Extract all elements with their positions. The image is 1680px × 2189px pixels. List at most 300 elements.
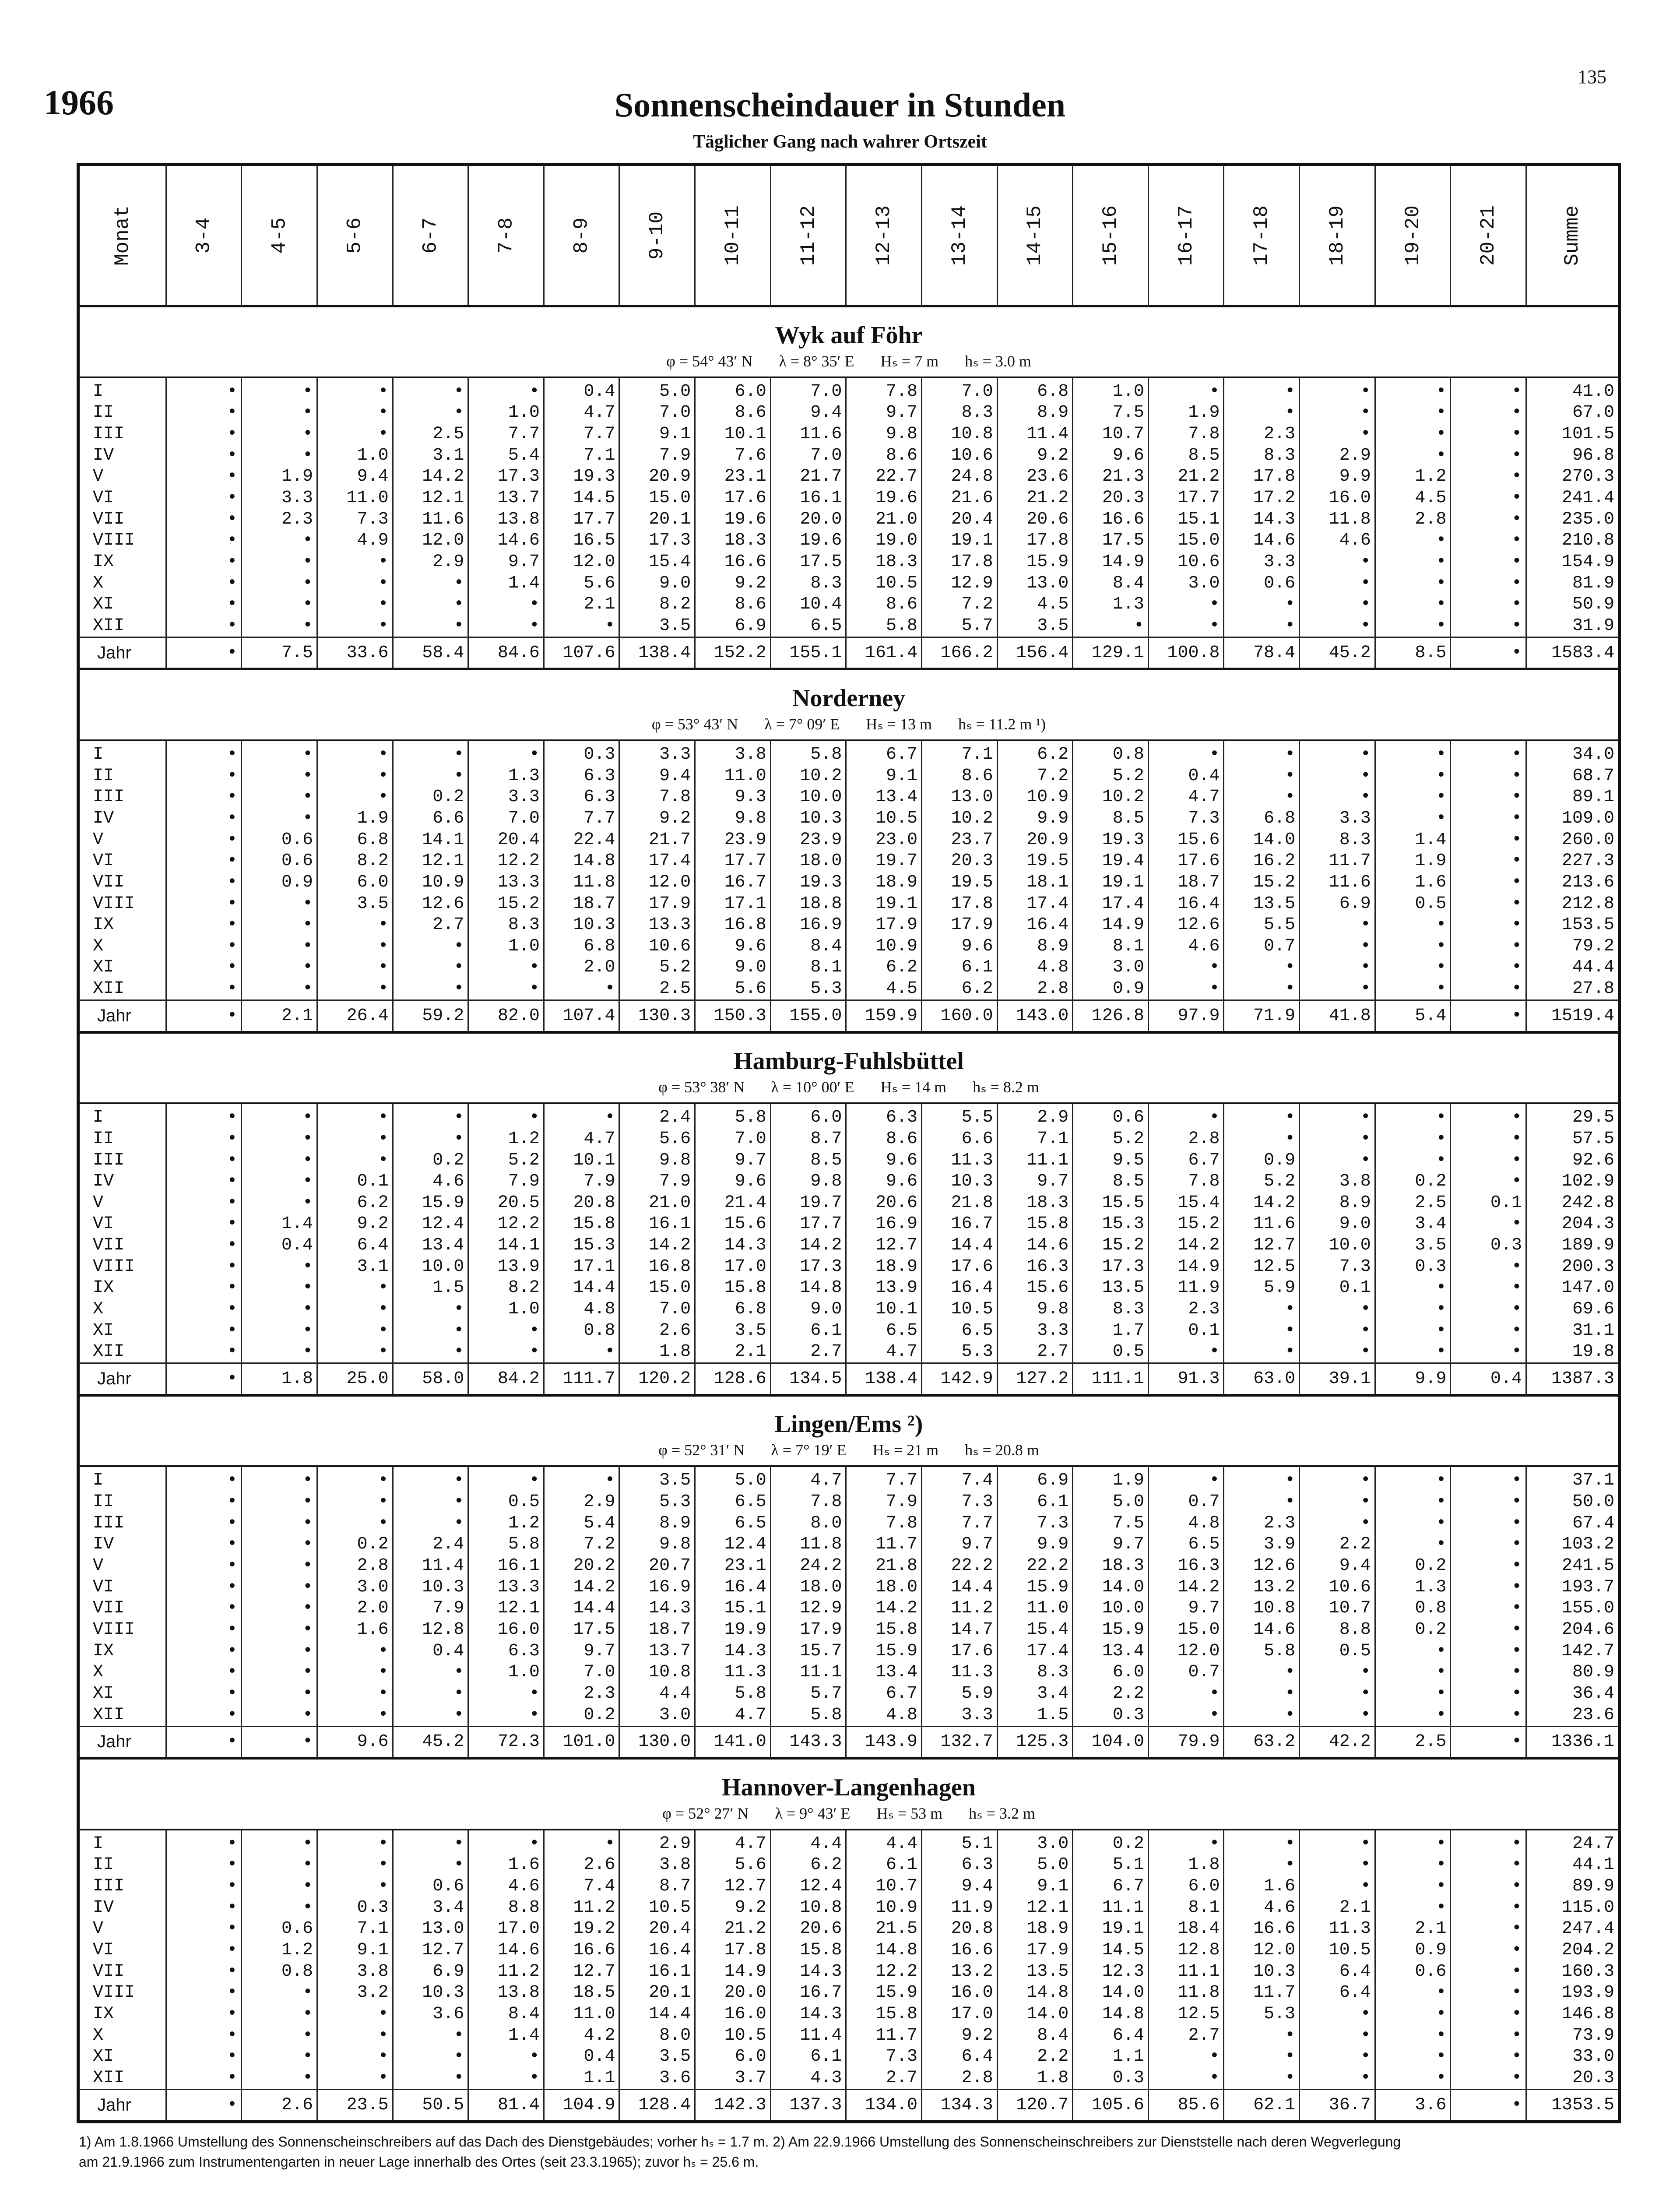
- table-cell: 6.2: [921, 978, 997, 1000]
- table-cell: •: [1451, 1598, 1526, 1619]
- table-cell: 0.4: [544, 377, 619, 402]
- table-cell: •: [166, 914, 242, 936]
- year-label: Jahr: [78, 1000, 166, 1032]
- table-cell: •: [242, 1299, 317, 1320]
- table-cell: 10.6: [1148, 551, 1224, 573]
- table-cell: •: [1300, 402, 1375, 423]
- table-cell: 20.4: [619, 1918, 695, 1940]
- table-cell: •: [1451, 1128, 1526, 1150]
- column-header-label: 18-19: [1325, 205, 1349, 266]
- table-cell: 0.1: [1148, 1320, 1224, 1341]
- table-cell: 19.6: [695, 509, 771, 530]
- table-cell: 11.7: [846, 2025, 922, 2046]
- table-cell: 3.0: [317, 1577, 393, 1598]
- table-cell: •: [393, 1513, 468, 1534]
- month-label: I: [78, 377, 166, 402]
- table-cell: 17.5: [544, 1619, 619, 1640]
- table-row: [78, 377, 1620, 402]
- month-label: IV: [78, 1171, 166, 1192]
- month-label: II: [78, 1855, 166, 1876]
- table-row: [78, 1619, 1620, 1640]
- table-cell: 17.9: [921, 914, 997, 936]
- table-cell: 4.8: [997, 957, 1073, 978]
- table-cell: 21.2: [695, 1918, 771, 1940]
- month-label: IV: [78, 808, 166, 829]
- table-cell: •: [242, 978, 317, 1000]
- year-total-cell: 42.2: [1300, 1726, 1375, 1758]
- table-cell: 18.5: [544, 1982, 619, 2003]
- table-cell: 67.0: [1526, 402, 1619, 423]
- table-cell: •: [1224, 765, 1300, 787]
- column-header-label: Monat: [111, 205, 134, 266]
- column-header-label: 5-6: [343, 217, 366, 254]
- table-cell: 13.3: [619, 914, 695, 936]
- table-cell: •: [544, 615, 619, 637]
- month-label: IX: [78, 1278, 166, 1299]
- table-cell: •: [242, 2025, 317, 2046]
- year-total-cell: 84.2: [468, 1363, 544, 1395]
- table-cell: •: [1375, 445, 1451, 466]
- page-title: Sonnenscheindauer in Stunden: [614, 86, 1066, 124]
- table-cell: 6.1: [997, 1491, 1073, 1513]
- table-cell: 3.8: [1300, 1171, 1375, 1192]
- table-cell: 15.8: [770, 1939, 846, 1961]
- table-cell: 5.4: [544, 1513, 619, 1534]
- table-cell: 15.2: [468, 893, 544, 915]
- table-cell: •: [166, 2003, 242, 2025]
- table-cell: 9.0: [770, 1299, 846, 1320]
- table-cell: •: [317, 1466, 393, 1491]
- table-cell: •: [1224, 2067, 1300, 2089]
- table-cell: 11.9: [921, 1897, 997, 1918]
- table-cell: 2.9: [393, 551, 468, 573]
- table-cell: 7.6: [695, 445, 771, 466]
- table-cell: •: [242, 1466, 317, 1491]
- table-cell: •: [166, 1299, 242, 1320]
- year-total-cell: 45.2: [1300, 637, 1375, 669]
- table-cell: •: [166, 2067, 242, 2089]
- table-cell: •: [242, 1320, 317, 1341]
- coordinate-lambda: λ = 8° 35′ E: [779, 352, 854, 370]
- year-total-cell: 85.6: [1148, 2089, 1224, 2122]
- table-cell: 15.7: [770, 1640, 846, 1662]
- table-cell: 7.7: [544, 423, 619, 445]
- table-cell: 7.1: [317, 1918, 393, 1940]
- table-cell: 10.1: [544, 1150, 619, 1171]
- table-cell: •: [1375, 957, 1451, 978]
- table-cell: 9.0: [695, 957, 771, 978]
- station-coordinates-row: [78, 1441, 1620, 1466]
- table-cell: 0.7: [1224, 936, 1300, 957]
- year-total-cell: 5.4: [1375, 1000, 1451, 1032]
- table-cell: 16.6: [921, 1939, 997, 1961]
- table-cell: 3.0: [997, 1830, 1073, 1855]
- table-cell: 50.0: [1526, 1491, 1619, 1513]
- table-cell: 11.6: [770, 423, 846, 445]
- table-cell: 17.7: [770, 1214, 846, 1235]
- table-cell: •: [242, 914, 317, 936]
- table-cell: 2.8: [997, 978, 1073, 1000]
- column-header: [1224, 165, 1300, 306]
- table-cell: 15.9: [997, 1577, 1073, 1598]
- table-cell: 10.5: [1300, 1939, 1375, 1961]
- table-cell: 7.8: [1148, 1171, 1224, 1192]
- table-cell: 9.6: [846, 1171, 922, 1192]
- table-cell: 8.3: [468, 914, 544, 936]
- table-cell: 6.8: [1224, 808, 1300, 829]
- month-label: XII: [78, 1704, 166, 1726]
- table-cell: 18.3: [695, 530, 771, 551]
- table-cell: 11.3: [921, 1662, 997, 1683]
- year-total-cell: 63.0: [1224, 1363, 1300, 1395]
- table-cell: 8.9: [997, 402, 1073, 423]
- month-label: XII: [78, 2067, 166, 2089]
- month-label: VI: [78, 1214, 166, 1235]
- month-label: III: [78, 1150, 166, 1171]
- table-cell: 8.9: [1300, 1192, 1375, 1214]
- table-cell: •: [393, 2067, 468, 2089]
- year-total-cell: 134.3: [921, 2089, 997, 2122]
- station-coordinates-row: [78, 1804, 1620, 1830]
- table-cell: 17.7: [1148, 487, 1224, 509]
- table-cell: •: [1300, 594, 1375, 615]
- table-cell: 9.7: [544, 1640, 619, 1662]
- table-cell: 14.4: [619, 2003, 695, 2025]
- table-cell: 16.1: [619, 1961, 695, 1982]
- table-cell: 23.9: [770, 829, 846, 851]
- table-cell: •: [544, 1830, 619, 1855]
- year-total-cell: 97.9: [1148, 1000, 1224, 1032]
- table-cell: 109.0: [1526, 808, 1619, 829]
- table-cell: •: [1224, 1103, 1300, 1128]
- column-header: [1148, 165, 1224, 306]
- table-cell: •: [317, 1320, 393, 1341]
- station-coordinates: [78, 1804, 1620, 1830]
- column-header: [166, 165, 242, 306]
- table-cell: 7.9: [468, 1171, 544, 1192]
- year-total-cell: 39.1: [1300, 1363, 1375, 1395]
- table-cell: •: [242, 377, 317, 402]
- year-total-cell: 152.2: [695, 637, 771, 669]
- table-cell: 16.4: [619, 1939, 695, 1961]
- table-cell: •: [317, 377, 393, 402]
- table-cell: •: [317, 2046, 393, 2067]
- station-name-row: [78, 1758, 1620, 1804]
- table-cell: •: [1451, 936, 1526, 957]
- table-row: [78, 1256, 1620, 1278]
- table-cell: 4.5: [846, 978, 922, 1000]
- table-cell: 14.8: [846, 1939, 922, 1961]
- year-total-cell: 78.4: [1224, 637, 1300, 669]
- table-cell: 11.4: [997, 423, 1073, 445]
- table-cell: •: [1224, 402, 1300, 423]
- table-cell: 5.3: [770, 978, 846, 1000]
- table-cell: 13.7: [619, 1640, 695, 1662]
- table-row: [78, 2003, 1620, 2025]
- table-cell: 11.0: [997, 1598, 1073, 1619]
- table-cell: •: [1451, 2003, 1526, 2025]
- table-cell: 7.7: [921, 1513, 997, 1534]
- table-cell: •: [1451, 765, 1526, 787]
- table-cell: 17.3: [619, 530, 695, 551]
- table-cell: 7.3: [317, 509, 393, 530]
- table-cell: •: [242, 2046, 317, 2067]
- table-cell: •: [317, 551, 393, 573]
- table-cell: •: [1451, 1103, 1526, 1128]
- table-cell: •: [1451, 740, 1526, 765]
- coordinate-h: Hₛ = 14 m: [880, 1078, 947, 1096]
- table-cell: •: [393, 1855, 468, 1876]
- table-cell: •: [166, 808, 242, 829]
- table-cell: 212.8: [1526, 893, 1619, 915]
- table-cell: 6.5: [846, 1320, 922, 1341]
- table-cell: 154.9: [1526, 551, 1619, 573]
- table-cell: 6.2: [317, 1192, 393, 1214]
- table-cell: 5.1: [921, 1830, 997, 1855]
- table-cell: 9.5: [1073, 1150, 1149, 1171]
- table-cell: 10.3: [1224, 1961, 1300, 1982]
- month-label: XI: [78, 594, 166, 615]
- table-cell: 15.9: [846, 1640, 922, 1662]
- table-cell: 14.2: [846, 1598, 922, 1619]
- table-cell: 0.8: [1375, 1598, 1451, 1619]
- year-total-cell: 2.1: [242, 1000, 317, 1032]
- year-total-cell: 143.9: [846, 1726, 922, 1758]
- table-cell: 14.8: [997, 1982, 1073, 2003]
- year-total-cell: 81.4: [468, 2089, 544, 2122]
- year-total-cell: 2.6: [242, 2089, 317, 2122]
- table-cell: 14.9: [1148, 1256, 1224, 1278]
- table-row: [78, 1577, 1620, 1598]
- table-cell: 3.3: [921, 1704, 997, 1726]
- table-cell: 15.0: [1148, 1619, 1224, 1640]
- table-cell: 204.2: [1526, 1939, 1619, 1961]
- table-cell: 44.1: [1526, 1855, 1619, 1876]
- year-label: Jahr: [78, 1363, 166, 1395]
- month-label: X: [78, 1662, 166, 1683]
- table-cell: 10.1: [846, 1299, 922, 1320]
- table-cell: 14.4: [544, 1598, 619, 1619]
- station-name-row: [78, 306, 1620, 352]
- coordinate-phi: φ = 52° 27′ N: [662, 1804, 749, 1822]
- table-cell: 3.1: [317, 1256, 393, 1278]
- table-cell: •: [1451, 1256, 1526, 1278]
- table-cell: •: [1375, 402, 1451, 423]
- table-cell: 7.3: [1148, 808, 1224, 829]
- table-cell: •: [317, 573, 393, 594]
- table-cell: 11.1: [1073, 1897, 1149, 1918]
- table-cell: 6.4: [1300, 1961, 1375, 1982]
- table-cell: 2.6: [619, 1320, 695, 1341]
- table-cell: 17.1: [695, 893, 771, 915]
- table-cell: 14.4: [921, 1235, 997, 1256]
- year-total-cell: 62.1: [1224, 2089, 1300, 2122]
- table-cell: 1.4: [468, 2025, 544, 2046]
- table-cell: 9.6: [921, 936, 997, 957]
- table-cell: 12.2: [846, 1961, 922, 1982]
- table-cell: 16.6: [1073, 509, 1149, 530]
- table-cell: 16.1: [468, 1555, 544, 1577]
- table-cell: •: [1451, 1171, 1526, 1192]
- table-cell: 6.5: [770, 615, 846, 637]
- month-label: V: [78, 466, 166, 487]
- year-label: Jahr: [78, 2089, 166, 2122]
- table-cell: 7.0: [544, 1662, 619, 1683]
- table-cell: 11.4: [770, 2025, 846, 2046]
- table-cell: 6.2: [846, 957, 922, 978]
- column-header-label: 3-4: [192, 217, 215, 254]
- table-cell: 16.0: [921, 1982, 997, 2003]
- table-cell: 6.8: [544, 936, 619, 957]
- column-header: [997, 165, 1073, 306]
- table-cell: 210.8: [1526, 530, 1619, 551]
- table-cell: 1.0: [468, 936, 544, 957]
- table-cell: 20.6: [846, 1192, 922, 1214]
- table-cell: 16.5: [544, 530, 619, 551]
- table-cell: 19.7: [770, 1192, 846, 1214]
- month-label: II: [78, 1491, 166, 1513]
- table-cell: •: [1300, 2003, 1375, 2025]
- table-cell: •: [1375, 1640, 1451, 1662]
- year-total-row: [78, 1000, 1620, 1032]
- table-cell: 31.9: [1526, 615, 1619, 637]
- table-cell: 0.3: [1451, 1235, 1526, 1256]
- table-cell: •: [1451, 1918, 1526, 1940]
- month-label: I: [78, 1466, 166, 1491]
- table-cell: 1.0: [1073, 377, 1149, 402]
- table-cell: •: [1224, 1341, 1300, 1363]
- station-name: Lingen/Ems ²): [774, 1411, 923, 1438]
- coordinate-phi: φ = 52° 31′ N: [658, 1441, 745, 1459]
- table-cell: 3.0: [1148, 573, 1224, 594]
- table-cell: 15.1: [1148, 509, 1224, 530]
- table-cell: •: [1224, 957, 1300, 978]
- table-cell: •: [1148, 1341, 1224, 1363]
- table-cell: 11.6: [1300, 872, 1375, 893]
- table-cell: 3.3: [468, 786, 544, 808]
- table-cell: 11.3: [921, 1150, 997, 1171]
- table-cell: •: [1375, 1278, 1451, 1299]
- table-cell: 2.7: [1148, 2025, 1224, 2046]
- table-cell: •: [317, 765, 393, 787]
- table-cell: •: [468, 978, 544, 1000]
- year-total-cell: 71.9: [1224, 1000, 1300, 1032]
- table-cell: 81.9: [1526, 573, 1619, 594]
- table-cell: 7.1: [921, 740, 997, 765]
- table-cell: 6.7: [1073, 1876, 1149, 1897]
- table-cell: •: [1451, 1491, 1526, 1513]
- table-cell: 7.0: [619, 1299, 695, 1320]
- table-cell: 9.7: [921, 1534, 997, 1556]
- table-cell: •: [166, 1235, 242, 1256]
- column-header: [242, 165, 317, 306]
- table-cell: 20.3: [1526, 2067, 1619, 2089]
- table-cell: •: [166, 615, 242, 637]
- table-cell: 21.0: [846, 509, 922, 530]
- table-cell: 0.1: [1300, 1278, 1375, 1299]
- column-header-label: 8-9: [570, 217, 593, 254]
- table-cell: 11.7: [1224, 1982, 1300, 2003]
- station-coordinates: [78, 1078, 1620, 1103]
- year-total-cell: 104.0: [1073, 1726, 1149, 1758]
- month-label: IX: [78, 551, 166, 573]
- table-cell: 89.1: [1526, 786, 1619, 808]
- table-cell: 16.4: [695, 1577, 771, 1598]
- table-cell: 20.8: [921, 1918, 997, 1940]
- table-cell: 23.1: [695, 466, 771, 487]
- column-header: [1300, 165, 1375, 306]
- year-total-cell: 161.4: [846, 637, 922, 669]
- table-cell: 0.7: [1148, 1491, 1224, 1513]
- table-cell: 241.5: [1526, 1555, 1619, 1577]
- table-cell: 1.2: [468, 1513, 544, 1534]
- coordinate-lambda: λ = 9° 43′ E: [775, 1804, 851, 1822]
- table-cell: 6.9: [997, 1466, 1073, 1491]
- table-cell: 19.4: [1073, 850, 1149, 872]
- table-cell: 153.5: [1526, 914, 1619, 936]
- year-total-cell: 130.0: [619, 1726, 695, 1758]
- table-cell: 6.7: [1148, 1150, 1224, 1171]
- table-cell: •: [1224, 1683, 1300, 1704]
- column-header-label: 15-16: [1099, 205, 1122, 266]
- table-cell: 7.3: [921, 1491, 997, 1513]
- station-coordinates: [78, 715, 1620, 740]
- month-label: VII: [78, 509, 166, 530]
- table-cell: 22.7: [846, 466, 922, 487]
- table-cell: 10.0: [1300, 1235, 1375, 1256]
- year-total-cell: 50.5: [393, 2089, 468, 2122]
- table-cell: 12.6: [1148, 914, 1224, 936]
- table-cell: 4.6: [1300, 530, 1375, 551]
- table-cell: •: [166, 1192, 242, 1214]
- table-cell: •: [1375, 1704, 1451, 1726]
- year-total-cell: 1336.1: [1526, 1726, 1619, 1758]
- table-cell: 4.7: [695, 1830, 771, 1855]
- table-cell: 2.5: [1375, 1192, 1451, 1214]
- table-cell: •: [1451, 615, 1526, 637]
- table-cell: 4.6: [393, 1171, 468, 1192]
- table-cell: 1.2: [242, 1939, 317, 1961]
- table-cell: 19.2: [544, 1918, 619, 1940]
- table-cell: •: [468, 377, 544, 402]
- column-header-label: 16-17: [1174, 205, 1198, 266]
- table-cell: 21.5: [846, 1918, 922, 1940]
- table-cell: 4.4: [619, 1683, 695, 1704]
- table-cell: •: [166, 1662, 242, 1683]
- table-cell: 3.8: [317, 1961, 393, 1982]
- table-cell: 7.2: [544, 1534, 619, 1556]
- table-cell: 10.2: [770, 765, 846, 787]
- table-cell: 16.0: [1300, 487, 1375, 509]
- table-cell: 1.6: [317, 1619, 393, 1640]
- coordinate-lambda: λ = 7° 09′ E: [764, 715, 840, 733]
- table-cell: 12.5: [1224, 1256, 1300, 1278]
- table-cell: 20.2: [544, 1555, 619, 1577]
- table-cell: •: [242, 615, 317, 637]
- table-cell: 13.5: [1224, 893, 1300, 915]
- table-row: [78, 1466, 1620, 1491]
- table-cell: •: [317, 1278, 393, 1299]
- year-label: Jahr: [78, 1726, 166, 1758]
- coordinate-lambda: λ = 10° 00′ E: [771, 1078, 854, 1096]
- table-cell: 0.2: [393, 1150, 468, 1171]
- table-cell: 19.8: [1526, 1341, 1619, 1363]
- table-cell: 17.3: [770, 1256, 846, 1278]
- table-cell: 14.2: [1148, 1577, 1224, 1598]
- table-cell: •: [242, 1876, 317, 1897]
- year-total-cell: •: [1451, 2089, 1526, 2122]
- table-cell: 1.8: [619, 1341, 695, 1363]
